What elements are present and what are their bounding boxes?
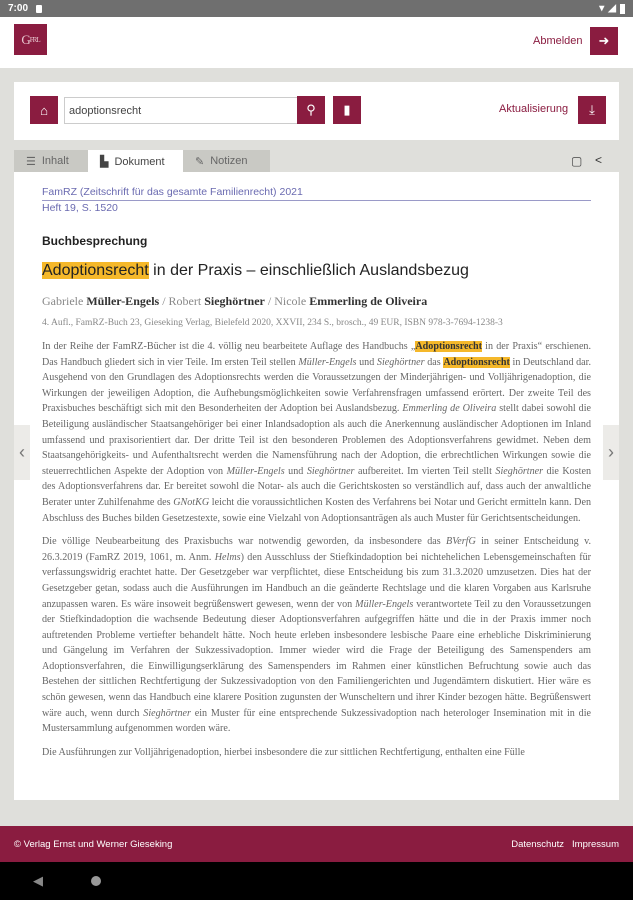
next-page-button[interactable]	[603, 425, 619, 480]
text-segment: In der Reihe der FamRZ-Bücher ist die 4. völlig neu bearbeitete Auflage des Handbuchs „	[42, 341, 416, 352]
document-panel	[14, 172, 619, 800]
share-icon[interactable]: <	[595, 153, 603, 167]
tab-inhalt[interactable]: ☰ Inhalt	[14, 150, 88, 172]
document-icon: ▙	[100, 156, 109, 168]
emphasis: Sieghörtner	[376, 356, 425, 368]
text-segment: in seiner Entscheidung v. 26.3.2019 (FamRZ 2019, 1061, m. Anm.	[42, 536, 592, 563]
article-type: Buchbesprechung	[42, 234, 148, 248]
journal-source[interactable]: FamRZ (Zeitschrift für das gesamte Familienrecht) 2021	[42, 186, 303, 198]
logout-link[interactable]: Abmelden	[533, 35, 583, 47]
emphasis: GNotKG	[173, 496, 210, 508]
paragraph	[42, 745, 591, 761]
list-icon: ☰	[26, 155, 36, 168]
text-segment: in Deutschland dar. Ausgehend von den Grundlagen des Adoptionsrechts werden die Voraussetzungen der Minderjährigen- und Volljährigenadoption, die Wirkungen der jeweiligen Adoption, die Aufhebungsmöglichkeiten sowie Verfahrensfragen umfassend erörtert. Der zweite Teil des Praxisbuches beschäftigt sich mit den Besonderheiten der Adoption bei Auslandsbezug.	[42, 356, 591, 415]
search-highlight: Adoptionsrecht	[415, 341, 482, 352]
emphasis: Sieghörtner	[143, 707, 191, 719]
search-highlight: Adoptionsrecht	[42, 262, 149, 279]
search-icon: ⚲	[306, 102, 316, 117]
search-highlight: Adoptionsrecht	[443, 356, 510, 368]
text-segment: stellt dabei sowohl die Beteiligung ausländischer Staatsangehöriger bei einer Inlandsadoption als auch die Anerkennung ausländischer Adoptionen im Inland umfassend und praxisorientiert dar. Der dritte Teil ist den besonderen Problemen des Adoptionsverfahrens gewidmet. Neben dem Staatsangehörigkeits- und Aufenthaltsrecht werden die Namensführung nach der Adoption, die erbrechtlichen Wirkungen sowie die steuerrechtlichen Aspekte der Adoption von	[42, 403, 591, 477]
emphasis: Müller-Engels	[298, 356, 357, 368]
note-icon[interactable]: ▢	[571, 154, 583, 168]
search-toolbar	[14, 82, 619, 140]
text-segment: leicht die voraussichtlichen Kosten des Verfahrens bei Notar und Gericht ermitteln kann. Den Abschluss des Buches bilden Gesetzestexte, sowie eine Vielzahl von Adoptionsanträgen als auch Muster für Gerichtsentscheidungen.	[42, 496, 591, 524]
text-segment: verantwortete Teil zu den Voraussetzungen der Stiefkindadoption die wachsende Bedeutung dieser Adoptionsverfahren aufgegriffen hätte und die in der Praxis immer noch auftretenden Probleme vertiefter behandelt hätte. Noch heute erleben insbesondere lesbische Paare eine erhebliche Diskriminierung und Gängelung im Verfahren der Sukzessivadoption. Immer wieder wird die Frage der Beteiligung des Samenspenders am Adoptionsverfahren, die Einwilligungserklärung des Samenspenders im Rahmen einer künstlichen Befruchtung sowie auch das Bestehen der sittlichen Rechtfertigung der Sukzessivadoption von den Familiengerichten und Jugendämtern diskutiert. Hier wäre es schön gewesen, wenn das Handbuch eine klarere Position zugunsten der Wunscheltern und ihrer Kinder bezogen hätte. Begrüßenswert wäre auch, wenn durch	[42, 598, 592, 719]
text-segment: und	[356, 356, 377, 368]
edit-icon: ✎	[195, 155, 205, 168]
clock: 7:00	[8, 3, 29, 14]
book-meta: 4. Aufl., FamRZ-Buch 23, Gieseking Verlag, Bielefeld 2020, XXVII, 234 S., brosch., 49 EUR, ISBN 978-3-7694-1238-3	[42, 318, 503, 328]
journal-issue: Heft 19, S. 1520	[42, 202, 118, 214]
authors: Gabriele Müller-Engels / Robert Sieghörtner / Nicole Emmerling de Oliveira	[42, 294, 428, 308]
privacy-link[interactable]: Datenschutz	[511, 838, 565, 850]
emphasis: Emmerling de Oliveira	[402, 403, 497, 415]
text-segment: das	[424, 356, 444, 368]
tab-dokument[interactable]: ▙ Dokument	[88, 150, 183, 173]
text-segment: und	[284, 465, 307, 477]
emphasis: Helms	[214, 551, 241, 563]
text-segment: Die Ausführungen zur Volljährigenadoption, hierbei insbesondere die zur sittlichen Rechtfertigung, enthalten eine Fülle	[42, 746, 525, 758]
text-segment: in der Praxis“ erschienen. Das Handbuch gliedert sich in vier Teile. Im ersten Teil stellen	[42, 341, 591, 368]
emphasis: Müller-Engels	[355, 598, 414, 610]
home-nav-icon[interactable]	[91, 876, 101, 886]
sd-card-icon	[36, 5, 42, 13]
article-body	[42, 339, 591, 760]
home-icon: ⌂	[40, 102, 48, 118]
article-title: Adoptionsrecht in der Praxis – einschließlich Auslandsbezug	[42, 262, 469, 279]
chevron-left-icon: ‹	[19, 442, 25, 462]
emphasis: Sieghörtner	[306, 465, 355, 477]
sign-out-icon: ➜	[598, 33, 610, 48]
tab-notizen[interactable]: ✎ Notizen	[183, 150, 270, 172]
emphasis: BVerfG	[446, 536, 476, 548]
status-bar	[0, 0, 633, 17]
text-segment: ) den Ausschluss der Stiefkindadoption bei nichtehelichen Lebensgemeinschaften für verfassungswidrig erachtet hatte. Der Gesetzgeber war verpflichtet, diese Entscheidung bis zum 31.3.2020 umzusetzen. Dies hat der Gesetzgeber getan, sodass auch die Ausführungen im Handbuch an die geänderte Rechtslage und die klaren Vorgaben aus Karlsruhe anzupassen waren. Es wäre insoweit begrüßenswert gewesen, wenn der von	[42, 551, 591, 610]
signal-icon: ◢	[608, 3, 616, 14]
emphasis: Sieghörtner	[495, 465, 544, 477]
text-segment: die Kosten des Adoptionsverfahrens dar. Er bereitet sowohl die Notar- als auch die Gerichtskosten so verständlich auf, dass auch der anwaltliche Berater unter Zuhilfenahme des	[42, 465, 591, 508]
wifi-icon: ▾	[599, 3, 605, 14]
previous-page-button[interactable]	[14, 425, 30, 480]
back-icon[interactable]: ◀	[33, 873, 43, 888]
battery-icon	[620, 4, 625, 14]
chevron-right-icon: ›	[608, 442, 614, 462]
download-icon: ⤓	[589, 102, 595, 117]
search-button[interactable]	[297, 96, 325, 124]
text-segment: Die völlige Neubearbeitung des Praxisbuchs war notwendig geworden, da insbesondere das	[42, 536, 447, 548]
paragraph	[42, 534, 591, 737]
trash-icon: ▮	[343, 102, 351, 117]
download-button[interactable]	[578, 96, 606, 124]
search-input[interactable]	[64, 97, 298, 124]
home-button[interactable]	[30, 96, 58, 124]
emphasis: Müller-Engels	[226, 465, 285, 477]
app-header	[0, 17, 633, 68]
footer	[0, 826, 633, 862]
text-segment: aufbereitet. Im vierten Teil stellt	[354, 465, 496, 477]
clear-button[interactable]	[333, 96, 361, 124]
update-link[interactable]: Aktualisierung	[499, 103, 569, 115]
gieseking-logo[interactable]: G FRL	[14, 24, 47, 55]
text-segment: ein Muster für eine entsprechende Sukzessivadoption nach heterologer Insemination mit in die Mustersammlung aufgenommen worden wäre.	[42, 707, 591, 735]
imprint-link[interactable]: Impressum	[572, 838, 619, 850]
copyright: © Verlag Ernst und Werner Gieseking	[14, 838, 173, 850]
android-nav-bar	[0, 862, 633, 900]
logout-button[interactable]	[590, 27, 618, 55]
paragraph	[42, 339, 591, 526]
